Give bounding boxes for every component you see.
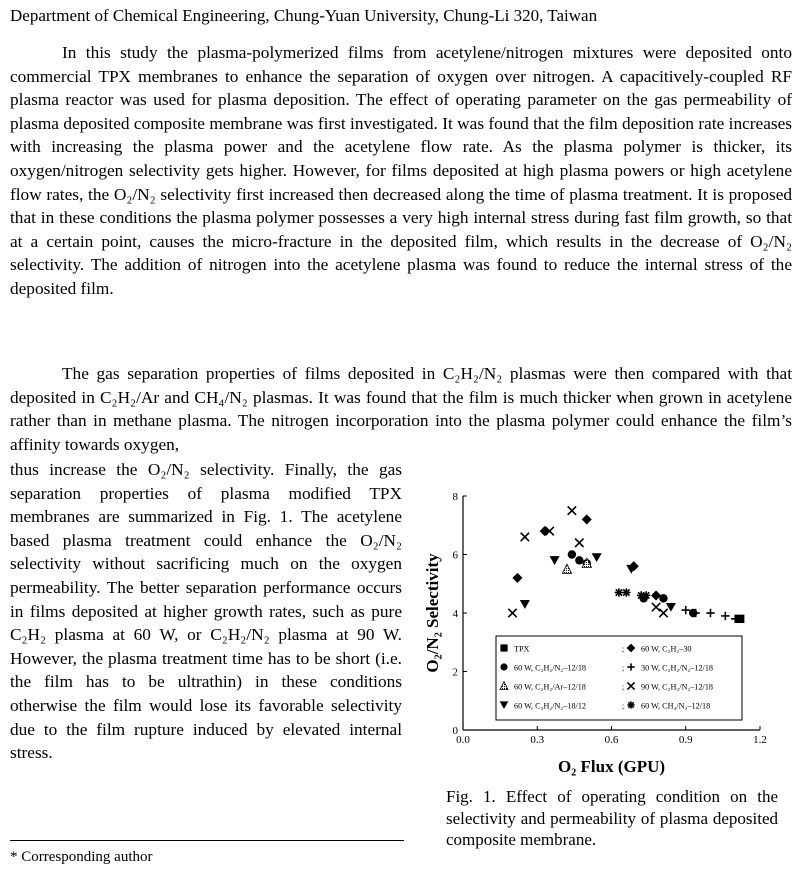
legend-label: 60 W, CH₄/N₂–12/18 [641,701,711,711]
data-point [568,506,576,514]
legend-separator: ; [621,663,625,673]
legend-label: 60 W, C₂H₂/Ar–12/18 [514,682,586,692]
data-point [512,573,522,583]
data-point [575,556,583,564]
triangle-hatched-shape [562,564,571,573]
data-point [568,550,576,558]
y-tick-label: 4 [452,608,458,620]
data-point [521,533,529,541]
data-point [706,609,714,617]
footnote-rule [10,840,404,841]
circle-shape [575,556,583,564]
y-tick-label: 0 [452,725,458,737]
triangle-down-shape [520,600,530,609]
data-point [520,600,530,609]
legend-label: 30 W, C₂H₂/N₂–12/18 [641,663,714,673]
footnote: * Corresponding author [10,849,153,865]
legend-marker [627,701,634,708]
data-point [659,609,667,617]
diamond-shape [540,526,550,536]
data-point [508,609,516,617]
diamond-shape [512,573,522,583]
abstract-paragraph-1: In this study the plasma-polymerized films from acetylene/nitrogen mixtures were deposited onto commercial TPX membranes to enhance the separation of oxygen over nitrogen. A capacitively-coupled RF plasma reactor was used for plasma deposition. The effect of operating parameter on the gas permeability of plasma deposited composite membrane was first investigated. It was found that the film deposition rate increases with increasing the plasma power and the acetylene flow rate. As the plasma polymer is thicker, its oxygen/nitrogen selectivity gets higher. However, for films deposited at high plasma powers or high acetylene flow rates, the O₂/N₂ selectivity first increased then decreased along the time of plasma treatment. It is proposed that in these conditions the plasma polymer possesses a very high internal stress during fast film growth, so that at a certain point, causes the micro-fracture in the deposited film, which results in the decrease of O₂/N₂ selectivity. The addition of nitrogen into the acetylene plasma was found to reduce the internal stress of the deposited film. [10,43,792,298]
data-point [652,603,660,611]
data-point [615,588,623,596]
legend-label: 90 W, C₂H₂/N₂–12/18 [641,682,714,692]
triangle-down-shape [666,603,676,612]
x-tick-label: 0.0 [456,734,470,746]
abstract-paragraph-2: The gas separation properties of films deposited in C₂H₂/N₂ plasmas were then compared with that deposited in C₂H₂/Ar and CH₄/N₂ plasmas. It was found that the film is much thicker when grown in acetylene rather than in methane plasma. The nitrogen incorporation into the plasma polymer could enhance the film’s affinity towards oxygen, [10,364,792,454]
affiliation: Department of Chemical Engineering, Chung-Yuan University, Chung-Li 320, Taiwan [10,6,598,25]
legend-label: 60 W, C₂H₂/N₂–12/18 [514,663,587,673]
circle-shape [568,550,576,558]
data-point [622,588,630,596]
legend-label: TPX [514,644,530,654]
data-point [582,514,592,524]
diamond-shape [582,514,592,524]
y-tick-label: 6 [452,549,458,562]
data-point [721,612,729,620]
y-tick-label: 8 [452,491,458,503]
legend-label: 60 W, C₂H₂–30 [641,644,692,654]
square-shape [500,644,507,651]
legend-marker [500,644,507,651]
x-tick-label: 0.9 [678,734,693,746]
y-axis-label: O₂/N₂ Selectivity [423,553,442,673]
figure-caption: Fig. 1. Effect of operating condition on the selectivity and permeability of plasma deposited composite membrane. [446,787,778,849]
scatter-chart [418,484,796,784]
legend-separator: ; [621,682,625,692]
triangle-down-shape [550,556,560,565]
legend-separator: ; [621,701,625,711]
x-axis-label: O₂ Flux (GPU) [557,757,666,776]
data-point [550,556,560,565]
data-point [642,591,650,599]
data-point [575,539,583,547]
data-point [666,603,676,612]
data-point [562,564,571,573]
figure-1 [418,484,796,784]
legend-separator: ; [621,644,625,654]
x-tick-label: 0.3 [530,734,545,746]
y-tick-label: 2 [452,666,458,679]
abstract-paragraph-3: thus increase the O₂/N₂ selectivity. Finally, the gas separation properties of plasma modified TPX membranes are summarized in Fig. 1. The acetylene based plasma treatment could enhance the O₂/N₂ selectivity without sacrificing much on the oxygen permeability. The better separation performance occurs in films deposited at higher growth rates, such as pure C₂H₂ plasma at 60 W, or C₂H₂/N₂ plasma at 90 W. However, the plasma treatment time has to be short (i.e. the film has to be ultrathin) in these conditions otherwise the film would lose its favorable selectivity due to the film rupture induced by elevated internal stress. [10,460,402,763]
triangle-down-shape [592,553,602,562]
data-point [682,606,690,614]
legend-label: 60 W, C₂H₂/N₂–18/12 [514,701,587,711]
data-point [540,526,550,536]
data-point [592,553,602,562]
circle-shape [500,663,507,670]
legend-marker [500,663,507,670]
x-tick-label: 1.2 [753,734,767,746]
x-tick-label: 0.6 [604,734,619,746]
